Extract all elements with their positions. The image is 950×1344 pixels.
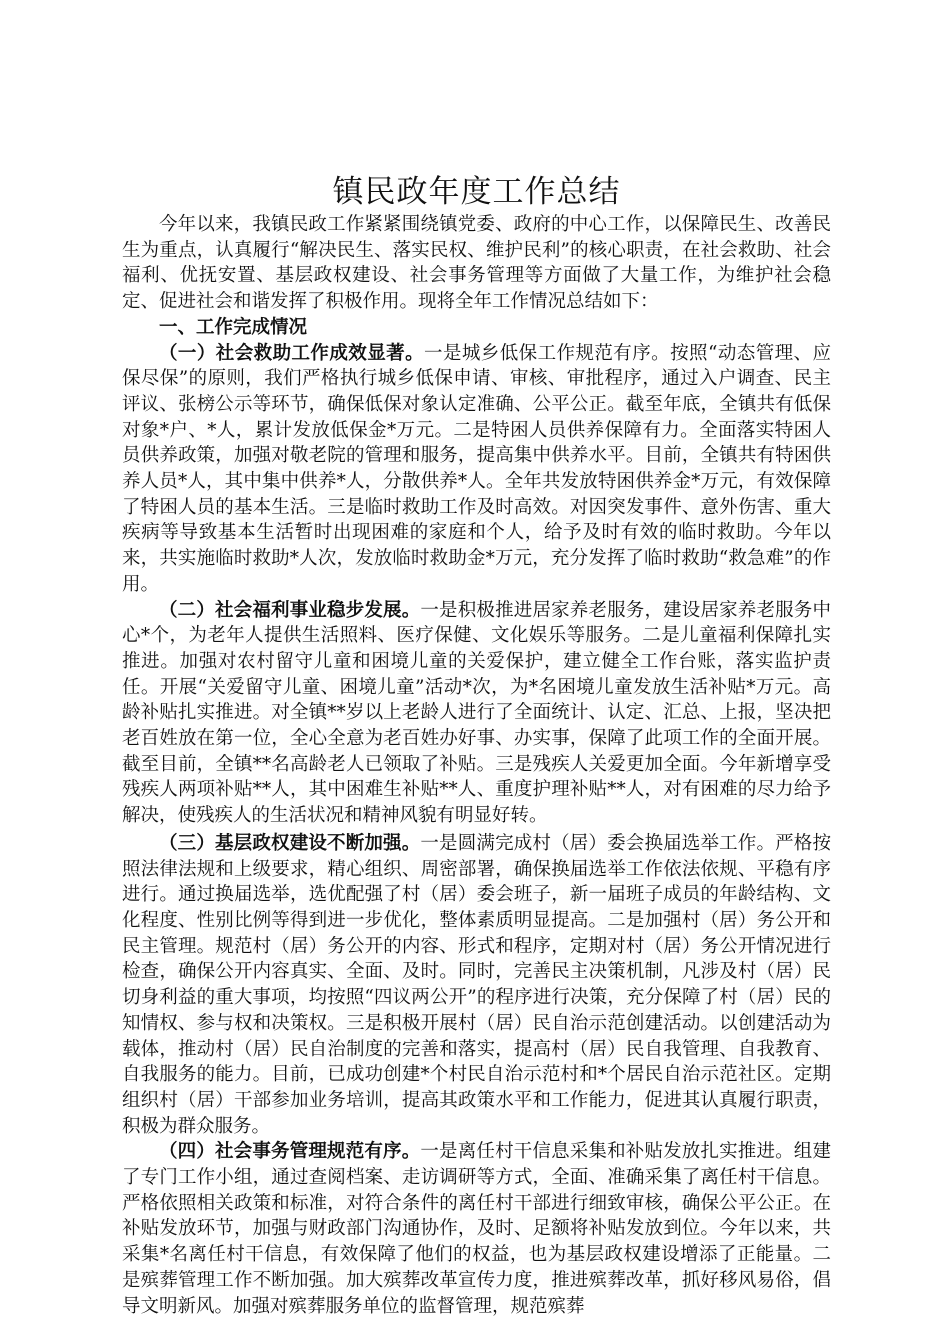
section-body: 一是离任村干信息采集和补贴发放扎实推进。组建了专门工作小组，通过查阅档案、走访调研等方式，全面、准确采集了离任村干信息。严格依照相关政策和标准，对符合条件的离任村干部进行细致审核，确保公平公正。在补贴发放环节，加强与财政部门沟通协作，及时、足额将补贴发放到位。今年以来，共采集*名离任村干信息，有效保障了他们的权益，也为基层政权建设增添了正能量。二是殡葬管理工作不断加强。加大殡葬改革宣传力度，推进殡葬改革，抓好移风易俗，倡导文明新风。加强对殡葬服务单位的监督管理，规范殡葬 bbox=[122, 1141, 831, 1317]
section-body: 一是城乡低保工作规范有序。按照“动态管理、应保尽保”的原则，我们严格执行城乡低保申请、审核、审批程序，通过入户调查、民主评议、张榜公示等环节，确保低保对象认定准确、公平公正。截至年底，全镇共有低保对象*户、*人，累计发放低保金*万元。二是特困人员供养保障有力。全面落实特困人员供养政策，加强对敬老院的管理和服务，提高集中供养水平。目前，全镇共有特困供养人员*人，其中集中供养*人，分散供养*人。全年共发放特困供养金*万元，有效保障了特困人员的基本生活。三是临时救助工作及时高效。对因突发事件、意外伤害、重大疾病等导致基本生活暂时出现困难的家庭和个人，给予及时有效的临时救助。今年以来，共实施临时救助*人次，发放临时救助金*万元，充分发挥了临时救助“救急难”的作用。 bbox=[122, 342, 831, 595]
section-paragraph-social-welfare bbox=[122, 598, 831, 829]
section-lead: （一）社会救助工作成效显著。 bbox=[159, 342, 425, 364]
section-lead: （二）社会福利事业稳步发展。 bbox=[159, 599, 421, 621]
section-paragraph-social-affairs bbox=[122, 1139, 831, 1319]
document-title: 镇民政年度工作总结 bbox=[332, 174, 621, 210]
section-lead: （三）基层政权建设不断加强。 bbox=[159, 832, 421, 854]
section-body: 一是圆满完成村（居）委会换届选举工作。严格按照法律法规和上级要求，精心组织、周密部署，确保换届选举工作依法依规、平稳有序进行。通过换届选举，选优配强了村（居）委会班子，新一届班子成员的年龄结构、文化程度、性别比例等得到进一步优化，整体素质明显提高。二是加强村（居）务公开和民主管理。规范村（居）务公开的内容、形式和程序，定期对村（居）务公开情况进行检查，确保公开内容真实、全面、及时。同时，完善民主决策机制，凡涉及村（居）民切身利益的重大事项，均按照“四议两公开”的程序进行决策，充分保障了村（居）民的知情权、参与权和决策权。三是积极开展村（居）民自治示范创建活动。以创建活动为载体，推动村（居）民自治制度的完善和落实，提高村（居）民自我管理、自我教育、自我服务的能力。目前，已成功创建*个村民自治示范村和*个居民自治示范社区。定期组织村（居）干部参加业务培训，提高其政策水平和工作能力，促进其认真履行职责，积极为群众服务。 bbox=[122, 832, 831, 1137]
section-paragraph-social-assistance bbox=[122, 341, 831, 598]
section-paragraph-grassroots-governance bbox=[122, 831, 831, 1139]
document-page bbox=[122, 172, 831, 1319]
section-heading-1: 一、工作完成情况 bbox=[159, 316, 308, 338]
section-lead: （四）社会事务管理规范有序。 bbox=[159, 1141, 421, 1163]
section-body: 一是积极推进居家养老服务，建设居家养老服务中心*个，为老年人提供生活照料、医疗保健、文化娱乐等服务。二是儿童福利保障扎实推进。加强对农村留守儿童和困境儿童的关爱保护，建立健全工作台账，落实监护责任。开展“关爱留守儿童、困境儿童”活动*次，为*名困境儿童发放生活补贴*万元。高龄补贴扎实推进。对全镇**岁以上老龄人进行了全面统计、认定、汇总、上报，坚决把老百姓放在第一位，全心全意为老百姓办好事、办实事，保障了此项工作的全面开展。截至目前，全镇**名高龄老人已领取了补贴。三是残疾人关爱更加全面。今年新增享受残疾人两项补贴**人，其中困难生补贴**人、重度护理补贴**人，对有困难的尽力给予解决，使残疾人的生活状况和精神风貌有明显好转。 bbox=[122, 599, 831, 827]
intro-paragraph: 今年以来，我镇民政工作紧紧围绕镇党委、政府的中心工作，以保障民生、改善民生为重点，认真履行“解决民生、落实民权、维护民利”的核心职责，在社会救助、社会福利、优抚安置、基层政权建设、社会事务管理等方面做了大量工作，为维护社会稳定、促进社会和谐发挥了积极作用。现将全年工作情况总结如下： bbox=[122, 214, 831, 313]
